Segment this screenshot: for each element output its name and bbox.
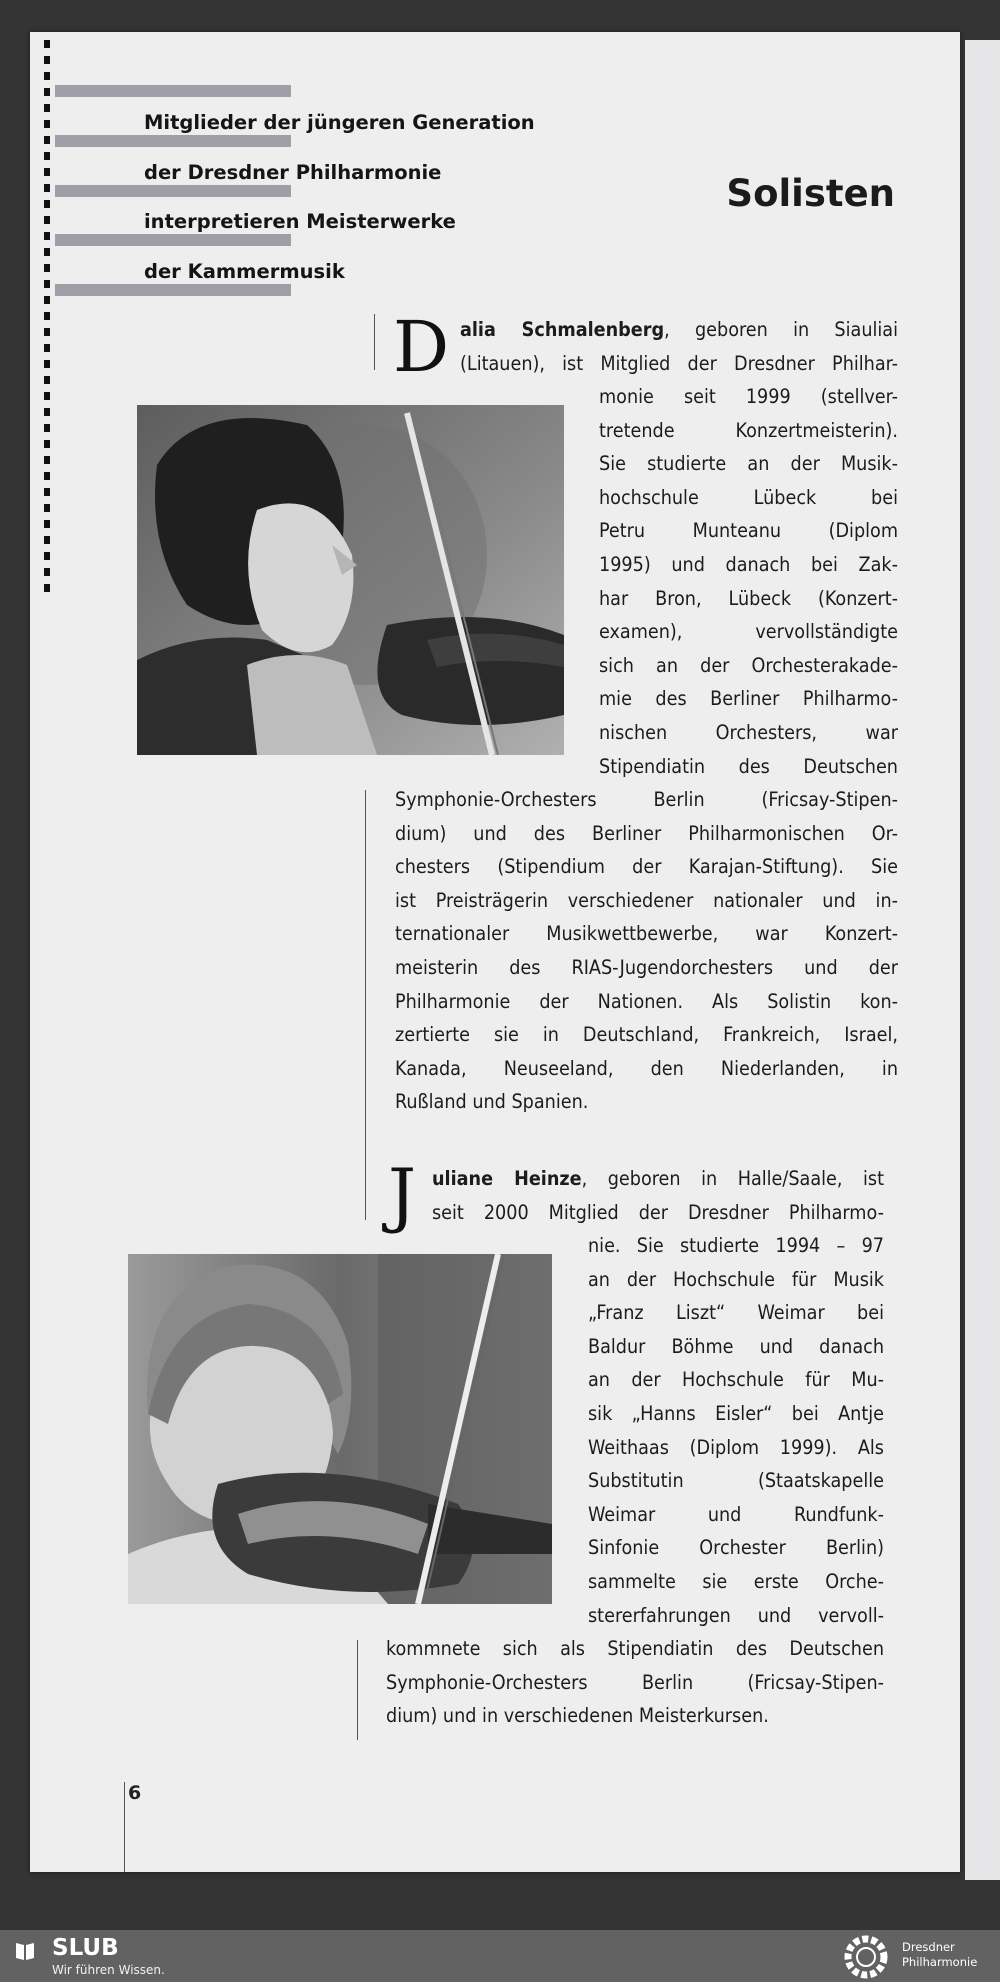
vertical-rule	[357, 1640, 358, 1740]
slub-tagline: Wir führen Wissen.	[52, 1963, 165, 1977]
bio-line: nie. Sie studierte 1994 – 97	[588, 1234, 884, 1257]
decor-stripe	[55, 85, 291, 97]
bio-line: an der Hochschule für Mu-	[588, 1368, 884, 1392]
bio-line: sammelte sie erste Orche-	[588, 1569, 884, 1593]
bio-line: dium) und in verschiedenen Meisterkursen.	[386, 1704, 769, 1728]
vertical-rule	[124, 1782, 125, 1872]
next-page-edge	[965, 40, 1000, 1880]
bio-line: sik „Hanns Eisler“ bei Antje	[588, 1401, 884, 1425]
vertical-rule	[365, 790, 366, 1220]
intro-line: interpretieren Meisterwerke	[144, 210, 456, 233]
section-title: Solisten	[726, 172, 895, 215]
bio-juliane-bottom	[386, 1632, 884, 1733]
intro-heading	[144, 98, 564, 296]
bio-line: Substitutin (Staatskapelle	[588, 1469, 884, 1493]
bio-line: Baldur Böhme und danach	[588, 1334, 884, 1358]
bio-line: dium) und des Berliner Philharmonischen Or-	[395, 821, 898, 845]
vertical-rule	[374, 314, 375, 370]
bio-line: an der Hochschule für Musik	[588, 1267, 884, 1291]
bio-dalia-bottom	[395, 783, 898, 1119]
dropcap-j: J	[388, 1154, 417, 1236]
bio-line: seit 2000 Mitglied der Dresdner Philharmo-	[432, 1200, 884, 1224]
footer-bar	[0, 1930, 1000, 1982]
slub-title: SLUB	[52, 1935, 119, 1961]
bio-dalia-column	[599, 380, 898, 783]
photo-dalia-schmalenberg	[137, 405, 564, 755]
bio-line: Rußland und Spanien.	[395, 1090, 589, 1114]
bio-line: Stipendiatin des Deutschen	[599, 754, 898, 778]
bio-juliane-top	[432, 1162, 884, 1229]
binding-edge	[44, 40, 50, 600]
bio-line: meisterin des RIAS-Jugendorchesters und der	[395, 955, 898, 979]
bio-line: , geboren in Halle/Saale, ist	[581, 1167, 884, 1190]
dropcap-d: D	[393, 306, 450, 388]
dp-name-line2: Philharmonie	[902, 1955, 978, 1969]
bio-line: kommnete sich als Stipendiatin des Deutschen	[386, 1637, 884, 1660]
bio-line: zertierte sie in Deutschland, Frankreich, Israel,	[395, 1023, 898, 1047]
bio-line: examen), vervollständigte	[599, 620, 898, 644]
bio-juliane-column	[588, 1229, 884, 1632]
dp-name-line1: Dresdner	[902, 1940, 955, 1954]
bio-line: Symphonie-Orchesters Berlin (Fricsay-Stipen-	[395, 788, 898, 811]
page-number: 6	[128, 1782, 142, 1804]
bio-line: Sinfonie Orchester Berlin)	[588, 1536, 884, 1560]
bio-line: (Litauen), ist Mitglied der Dresdner Philhar-	[460, 351, 898, 375]
bio-line: chesters (Stipendium der Karajan-Stiftung). Sie	[395, 855, 898, 879]
bio-line: , geboren in Siauliai	[664, 318, 898, 341]
bio-line: stererfahrungen und vervoll-	[588, 1603, 884, 1627]
bio-line: Philharmonie der Nationen. Als Solistin kon-	[395, 989, 898, 1013]
intro-line: der Kammermusik	[144, 259, 345, 283]
bio-line: Sie studierte an der Musik-	[599, 452, 898, 476]
slub-book-icon	[14, 1940, 36, 1962]
bio-line: monie seit 1999 (stellver-	[599, 385, 898, 408]
bio-dalia-top	[460, 313, 898, 380]
intro-line: Mitglieder der jüngeren Generation	[144, 111, 535, 134]
intro-line: der Dresdner Philharmonie	[144, 160, 442, 184]
bio-line: mie des Berliner Philharmo-	[599, 687, 898, 711]
bio-line: har Bron, Lübeck (Konzert-	[599, 586, 898, 610]
bio-line: Kanada, Neuseeland, den Niederlanden, in	[395, 1056, 898, 1080]
soloist-name: uliane Heinze	[432, 1167, 582, 1190]
bio-line: tretende Konzertmeisterin).	[599, 418, 898, 442]
photo-juliane-heinze	[128, 1254, 552, 1604]
bio-line: ternationaler Musikwettbewerbe, war Konzert-	[395, 922, 898, 946]
bio-line: „Franz Liszt“ Weimar bei	[588, 1301, 884, 1325]
bio-line: Weithaas (Diplom 1999). Als	[588, 1435, 884, 1459]
dresdner-philharmonie-logo-icon	[843, 1934, 889, 1980]
bio-line: nischen Orchesters, war	[599, 720, 898, 744]
bio-line: Petru Munteanu (Diplom	[599, 519, 898, 543]
bio-line: ist Preisträgerin verschiedener nationaler und in-	[395, 888, 898, 912]
bio-line: Symphonie-Orchesters Berlin (Fricsay-Stipen-	[386, 1670, 884, 1694]
bio-line: sich an der Orchesterakade-	[599, 653, 898, 677]
bio-line: Weimar und Rundfunk-	[588, 1502, 884, 1526]
soloist-name: alia Schmalenberg	[460, 318, 665, 341]
bio-line: hochschule Lübeck bei	[599, 485, 898, 509]
bio-line: 1995) und danach bei Zak-	[599, 552, 898, 576]
